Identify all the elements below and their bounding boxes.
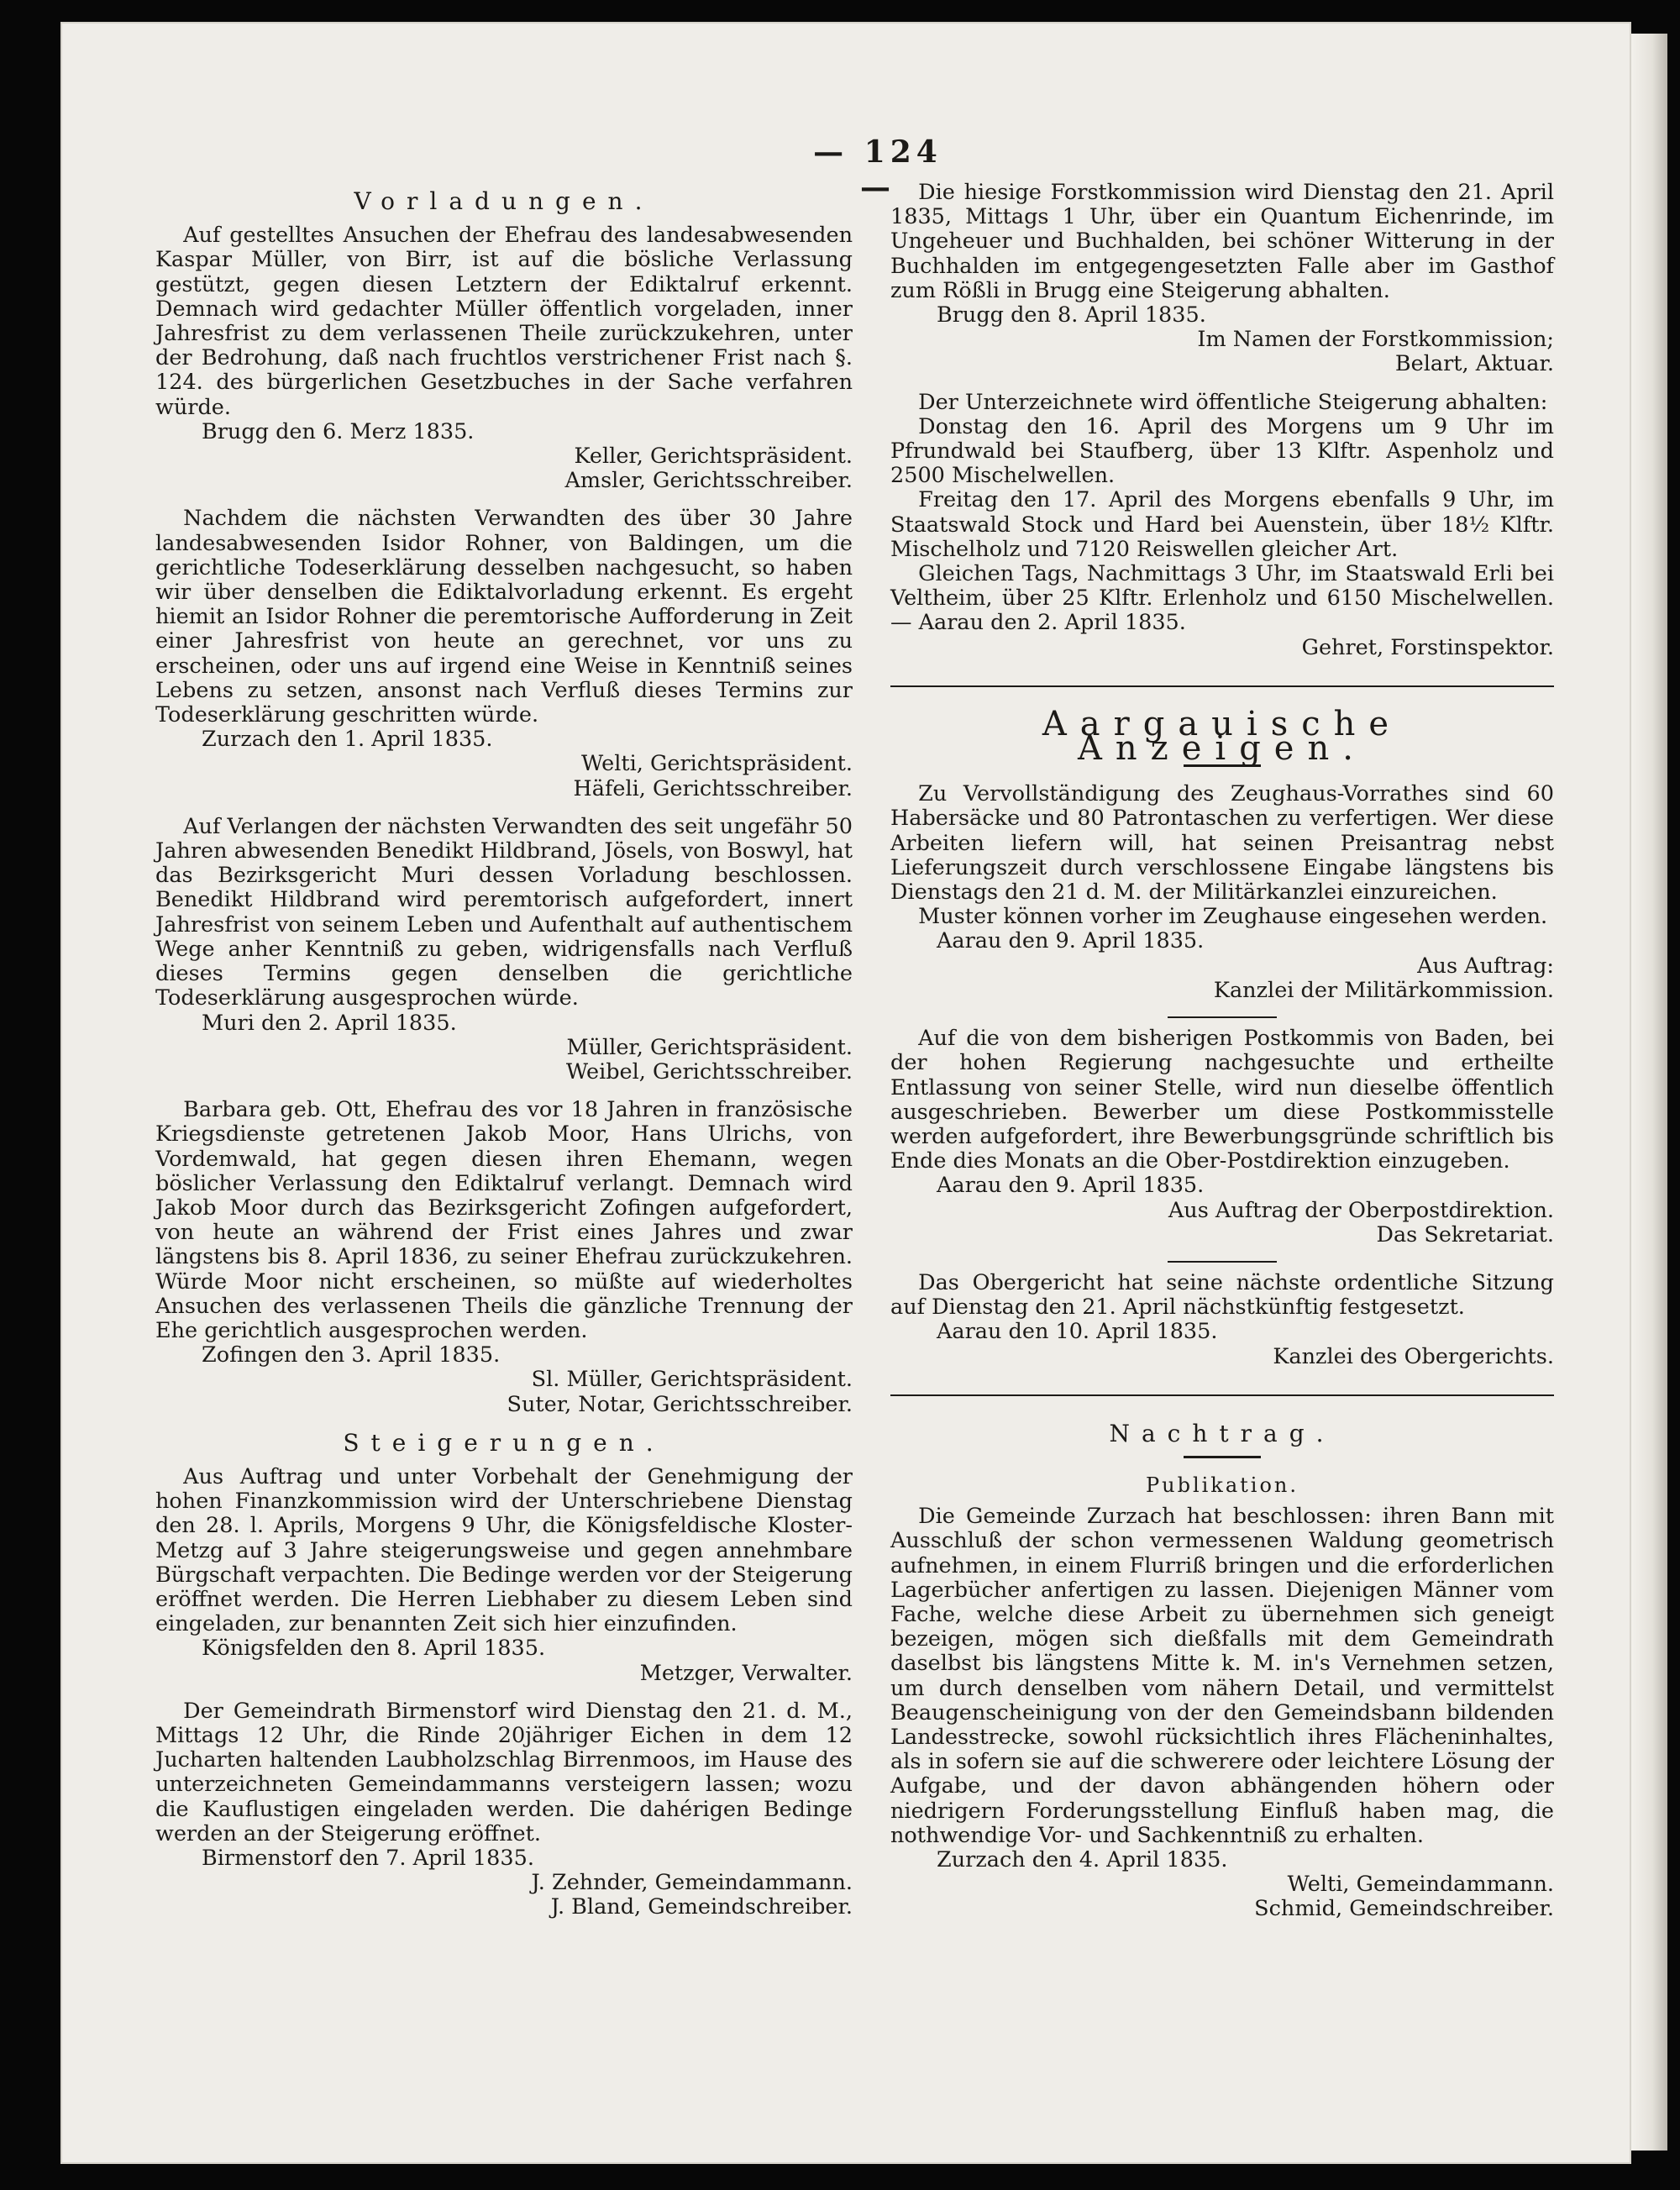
notice-date: Brugg den 8. April 1835. [937,302,1206,328]
notice-moor-vordemwald [155,1098,853,1417]
notice-date: Aarau den 9. April 1835. [937,928,1205,954]
notice-koenigsfelden [155,1465,853,1686]
notice-date: Zurzach den 1. April 1835. [202,727,493,753]
notice-date: Brugg den 6. Merz 1835. [202,418,475,444]
notice-divider [1168,1261,1277,1263]
notice-signature: Welti, Gerichtspräsident. [581,751,853,777]
section-divider [890,1394,1554,1396]
notice-item: Freitag den 17. April des Morgens ebenfalls 9 Uhr, im Staatswald Stock und Hard bei Auenstein, über 18½ Klftr. Mischelholz und 7120 Reiswellen gleicher Art. [890,487,1554,562]
notice-signature: Gehret, Forstinspektor. [1301,634,1554,660]
notice-mueller-birr [155,223,853,493]
notice-text: Zu Vervollständigung des Zeughaus-Vorrathes sind 60 Habersäcke und 80 Patrontaschen zu verfertigen. Wer diese Arbeiten liefern will, hat seinen Preisantrag nebst Lieferungszeit durch verschlossene Eingabe längstens bis Dienstags den 21 d. M. der Militärkanzlei einzureichen. [890,781,1554,906]
notice-signature: Aus Auftrag der Oberpostdirektion. [1168,1197,1554,1223]
notice-signature: Aus Auftrag: [1417,953,1554,979]
page-number: — 124 — [813,134,942,205]
notice-zeughaus [890,782,1554,1003]
notice-date: Zurzach den 4. April 1835. [937,1846,1228,1872]
notice-signature: Schmid, Gemeindschreiber. [1254,1896,1554,1922]
notice-date: Königsfelden den 8. April 1835. [202,1636,546,1662]
notice-text: Muster können vorher im Zeughause eingesehen werden. [918,904,1548,930]
notice-hildbrand-boswyl [155,815,853,1084]
notice-text: Nachdem die nächsten Verwandten des über 30 Jahre landesabwesenden Isidor Rohner, von Baldingen, um die gerichtliche Todeserklärung desselben nachgesucht, so haben wir über denselben die Ediktalvorladung erkennt. Es ergeht hiemit an Isidor Rohner die peremtorische Aufforderung in Zeit einer Jahresfrist von heute an gerechnet, vor uns zu erscheinen, oder uns auf irgend eine Weise in Kenntniß seines Lebens zu setzen, ansonst nach Verfluß dieses Termins zur Todeserklärung geschritten würde. [155,506,853,728]
notice-text: Der Gemeindrath Birmenstorf wird Dienstag den 21. d. M., Mittags 12 Uhr, die Rinde 20jähriger Eichen in dem 12 Jucharten haltenden Laubholzschlag Birrenmoos, im Hause des unterzeichneten Gemeindammanns versteigern lassen; wozu die Kauflustigen eingeladen werden. Die dahérigen Bedinge werden an der Steigerung eröffnet. [155,1698,853,1846]
notice-forstkommission-brugg [890,181,1554,377]
notice-date: Birmenstorf den 7. April 1835. [202,1846,534,1871]
section-heading-vorladungen: Vorladungen. [354,187,654,215]
notice-forstinspektor [890,391,1554,660]
notice-signature: Keller, Gerichtspräsident. [574,444,853,470]
notice-signature: Belart, Aktuar. [1394,351,1554,377]
notice-signature: J. Zehnder, Gemeindammann. [531,1870,853,1896]
notice-text: Die Gemeinde Zurzach hat beschlossen: ihren Bann mit Ausschluß der schon vermessenen Waldung geometrisch aufnehmen, in einem Flurriß bringen und die erforderlichen Lagerbücher anfertigen zu lassen. Diejenigen Männer vom Fache, welche diese Arbeit zu übernehmen sich geneigt bezeigen, mögen sich dießfalls mit dem Gemeindrath daselbst bis längstens Mitte k. M. in's Vernehmen setzen, um durch denselben vom nähern Detail, und vermittelst Beaugenscheinigung von der den Gemeindsbann bildenden Landesstrecke, sowohl rücksichtlich ihres Flächeninhaltes, als in sofern sie auf die schwerere oder leichtere Lösung der Aufgabe, und der davon abhängenden höhern oder niedrigern Forderungsstellung Einfluß haben mag, die nothwendige Vor- und Sachkenntniß zu erhalten. [890,1504,1554,1848]
notice-intro: Der Unterzeichnete wird öffentliche Steigerung abhalten: [918,389,1548,415]
section-divider [890,685,1554,687]
notice-signature: Sl. Müller, Gerichtspräsident. [531,1367,853,1393]
notice-text: Auf gestelltes Ansuchen der Ehefrau des landesabwesenden Kaspar Müller, von Birr, ist auf die bösliche Verlassung gestützt, gegen diesen Letztern der Ediktalruf erkennt. Demnach wird gedachter Müller öffentlich vorgeladen, inner Jahresfrist zu dem verlassenen Theile zurückzukehren, unter der Bedrohung, daß nach fruchtlos verstrichener Frist nach §. 124. des bürgerlichen Gesetzbuches in der Sache verfahren würde. [155,223,853,420]
notice-text: Auf die von dem bisherigen Postkommis von Baden, bei der hohen Regierung nachgesuchte und ertheilte Entlassung von seiner Stelle, wird nun dieselbe öffentlich ausgeschrieben. Bewerber um diese Postkommisstelle werden aufgefordert, ihre Bewerbungsgründe schriftlich bis Ende dies Monats an die Ober-Postdirektion einzugeben. [890,1026,1554,1174]
notice-signature: Das Sekretariat. [1376,1221,1554,1247]
notice-text: Barbara geb. Ott, Ehefrau des vor 18 Jahren in französische Kriegsdienste getretenen Jakob Moor, Hans Ulrichs, von Vordemwald, hat gegen diesen ihren Ehemann, wegen böslicher Verlassung den Ediktalruf verlangt. Demnach wird Jakob Moor durch das Bezirksgericht Zofingen aufgefordert, von heute an während der Frist eines Jahres und zwar längstens bis 8. April 1836, zu seiner Ehefrau zurückzukehren. Würde Moor nicht erscheinen, so müßte auf wiederholtes Ansuchen des verlassenen Theils die gänzliche Trennung der Ehe gerichtlich ausgesprochen werden. [155,1097,853,1343]
subheading-publikation: Publikation. [1145,1473,1299,1497]
notice-signature: Häfeli, Gerichtsschreiber. [573,775,853,801]
notice-item: Donstag den 16. April des Morgens um 9 Uhr im Pfrundwald bei Staufberg, über 13 Klftr. Aspenholz und 2500 Mischelwellen. [890,413,1554,489]
notice-zurzach-vermessung [890,1505,1554,1921]
section-heading-nachtrag: Nachtrag. [1109,1419,1336,1447]
notice-postkommis-baden [890,1027,1554,1247]
notice-text: Aus Auftrag und unter Vorbehalt der Genehmigung der hohen Finanzkommission wird der Unterschriebene Dienstag den 28. l. Aprils, Morgens 9 Uhr, die Königsfeldische Kloster-Metzg auf 3 Jahre steigerungsweise und gegen annehmbare Bürgschaft verpachten. Die Bedinge werden vor der Steigerung eröffnet werden. Die Herren Liebhaber zu diesem Leben sind eingeladen, zur benannten Zeit sich hier einzufinden. [155,1463,853,1637]
right-column [890,181,1554,1935]
notice-signature: Metzger, Verwalter. [639,1660,853,1686]
notice-signature: Kanzlei der Militärkommission. [1213,977,1554,1003]
notice-signature: Weibel, Gerichtsschreiber. [565,1058,853,1084]
notice-signature: Amsler, Gerichtsschreiber. [564,468,853,494]
notice-text: Auf Verlangen der nächsten Verwandten des seit ungefähr 50 Jahren abwesenden Benedikt Hildbrand, Jösels, von Boswyl, hat das Bezirksgericht Muri dessen Vorladung beschlossen. Benedikt Hildbrand wird peremtorisch aufgefordert, innert Jahresfrist von seinem Leben und Aufenthalt auf authentischem Wege anher Kenntniß zu geben, widrigensfalls nach Verfluß dieses Termins gegen denselben die gerichtliche Todeserklärung ausgesprochen würde. [155,813,853,1011]
notice-date: Muri den 2. April 1835. [202,1010,457,1036]
notice-divider [1168,1016,1277,1018]
notice-signature: Welti, Gemeindammann. [1287,1872,1554,1898]
notice-signature: Müller, Gerichtspräsident. [566,1034,853,1060]
section-heading-steigerungen: Steigerungen. [343,1428,665,1457]
left-column [155,181,853,1934]
notice-date: Aarau den 9. April 1835. [937,1173,1205,1199]
notice-text: Das Obergericht hat seine nächste ordentliche Sitzung auf Dienstag den 21. April nächstkünftig festgesetzt. [890,1269,1554,1321]
notice-obergericht [890,1271,1554,1369]
notice-date: Zofingen den 3. April 1835. [202,1342,501,1368]
notice-rohner-baldingen [155,507,853,801]
notice-signature: Suter, Notar, Gerichtsschreiber. [507,1391,853,1417]
notice-signature: Im Namen der Forstkommission; [1197,327,1554,353]
notice-signature: Kanzlei des Obergerichts. [1273,1343,1554,1369]
notice-birmenstorf [155,1699,853,1920]
notice-signature: J. Bland, Gemeindschreiber. [550,1894,853,1920]
section-heading-aargauische-anzeigen: Aargauische Anzeigen. [1042,704,1403,769]
notice-text: Die hiesige Forstkommission wird Dienstag den 21. April 1835, Mittags 1 Uhr, über ein Quantum Eichenrinde, im Ungeheuer und Buchhalden, bei schöner Witterung in der Buchhalden im entgegengesetzten Falle aber im Gasthof zum Rößli in Brugg eine Steigerung abhalten. [890,180,1554,303]
notice-item: Gleichen Tags, Nachmittags 3 Uhr, im Staatswald Erli bei Veltheim, über 25 Klftr. Erlenholz und 6150 Mischelwellen. — Aarau den 2. April 1835. [890,561,1554,636]
notice-date: Aarau den 10. April 1835. [937,1319,1218,1345]
heading-underline [1184,1456,1261,1458]
